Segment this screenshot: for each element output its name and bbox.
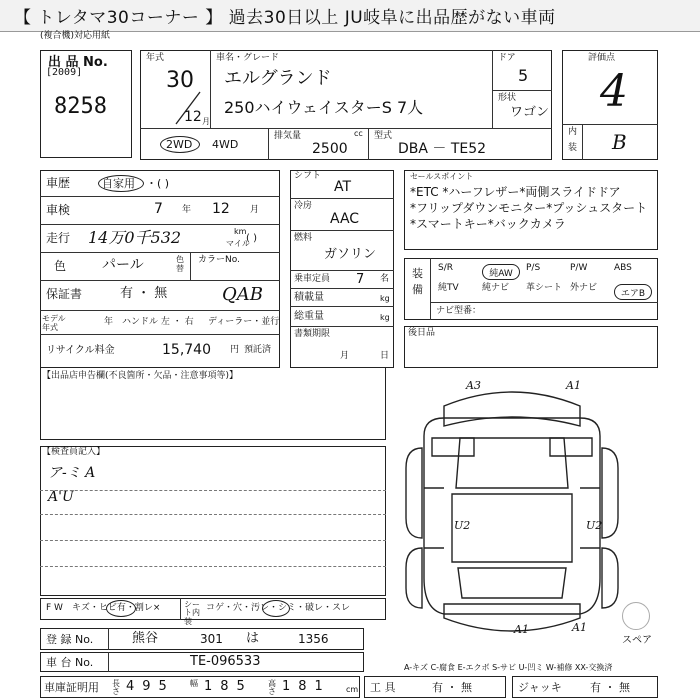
- fuel-value: ガソリン: [324, 247, 377, 262]
- color-change-label: 色替: [176, 255, 184, 273]
- year-month: 12: [184, 109, 202, 125]
- drive-4wd: 4WD: [212, 138, 239, 151]
- dealer-import: ディーラー・並行: [208, 317, 280, 327]
- damage-u2-left: U2: [454, 519, 471, 532]
- equipment-label-2: 備: [412, 283, 423, 296]
- warranty-label: 保証書: [46, 287, 83, 301]
- notes-label: 後日品: [408, 328, 436, 338]
- capacity-label: 乗車定員: [294, 274, 331, 284]
- size-unit: cm: [346, 685, 359, 694]
- mileage-paren: ( ): [246, 233, 257, 244]
- equipment-r1-3: P/W: [570, 263, 588, 273]
- inspection-year-unit: 年: [182, 205, 192, 215]
- year-value: 30: [166, 68, 194, 93]
- doors-value: 5: [518, 66, 529, 85]
- fuel-label: 燃料: [294, 233, 313, 243]
- ac-value: AAC: [330, 211, 360, 227]
- fw-items: キズ・ヒビ有・割レ×: [72, 603, 161, 613]
- sales-line-3: *スマートキー*バックカメラ: [410, 217, 566, 231]
- size-label: 車庫証明用: [44, 681, 99, 694]
- recycle-label: リサイクル料金: [46, 345, 115, 356]
- damage-a3: A3: [466, 379, 481, 392]
- gross-unit: kg: [380, 313, 390, 322]
- year-label: 年式: [146, 53, 165, 63]
- inspector-line-1: ア-ミ A: [48, 465, 96, 481]
- length-label: 長さ: [112, 679, 120, 696]
- registration-class: 301: [200, 632, 223, 646]
- color-value: パール: [102, 257, 144, 273]
- damage-legend: A-キズ C-腐食 E-エクボ S-サビ U-凹ミ W-補修 XX-交換済: [404, 663, 613, 672]
- recycle-value: 15,740: [162, 342, 211, 358]
- spare-tire-icon: [622, 602, 650, 630]
- declaration-label: 【出品店申告欄(不良箇所・欠品・注意事項等)】: [42, 371, 239, 381]
- damage-a1-rear: A1: [514, 623, 529, 636]
- model-grade: 250ハイウェイスターS 7人: [224, 98, 424, 117]
- inspector-label: 【検査員記入】: [42, 447, 106, 457]
- width-value: 185: [204, 679, 253, 694]
- displacement-label: 排気量: [274, 131, 302, 141]
- equipment-r1-4: ABS: [614, 263, 632, 273]
- tools-label: 工 具: [370, 681, 396, 694]
- chassis-value: TE-096533: [190, 654, 261, 669]
- capacity-unit: 名: [380, 274, 390, 284]
- mileage-value: 14万0千532: [88, 228, 182, 247]
- seat-items: コゲ・穴・汚レ・シミ・破レ・スレ: [206, 603, 351, 613]
- height-label: 高さ: [268, 679, 276, 696]
- shift-value: AT: [334, 179, 352, 195]
- equipment-r2-3: 外ナビ: [570, 283, 598, 293]
- interior-label-1: 内: [568, 127, 578, 137]
- damage-a1-front: A1: [566, 379, 581, 392]
- equipment-r1-1: 純AW: [482, 264, 520, 280]
- score-label: 評価点: [588, 53, 616, 63]
- drive-2wd: 2WD: [166, 138, 193, 151]
- inspection-month: 12: [212, 201, 230, 217]
- displacement-value: 2500: [312, 141, 348, 157]
- registration-number: 1356: [298, 632, 329, 646]
- inspection-label: 車検: [46, 203, 71, 217]
- equipment-r2-4: エアB: [614, 284, 652, 300]
- history-punct: ・( ): [146, 177, 170, 190]
- equipment-r1-2: P/S: [526, 263, 541, 273]
- interior-label-2: 装: [568, 143, 578, 153]
- year-month-unit: 月: [202, 117, 210, 126]
- displacement-unit: cc: [354, 129, 363, 138]
- shape-value: ワゴン: [510, 105, 550, 120]
- seat-label: シート内装: [184, 600, 200, 626]
- notes-box: [404, 326, 658, 368]
- score-value: 4: [600, 66, 628, 117]
- car-diagram: [404, 378, 620, 648]
- history-label: 車歴: [46, 176, 71, 190]
- recycle-unit: 円: [230, 345, 240, 355]
- equipment-r2-0: 純TV: [438, 283, 459, 293]
- mileage-label: 走行: [46, 231, 71, 245]
- interior-grade: B: [612, 130, 627, 154]
- type-label: 型式: [374, 131, 393, 141]
- model-label: 車名・グレード: [216, 53, 280, 63]
- tools-value: 有 ・ 無: [432, 681, 472, 694]
- lot-label: 出 品 No.: [48, 55, 108, 70]
- sales-label: セールスポイント: [410, 172, 474, 181]
- history-value: 自家用: [102, 177, 135, 190]
- capacity-value: 7: [356, 272, 365, 287]
- mileage-unit-km: km: [234, 227, 247, 236]
- sales-line-1: *ETC *ハーフレザー*両側スライドドア: [410, 185, 621, 199]
- color-code: QAB: [222, 284, 263, 305]
- fw-label: F W: [46, 603, 63, 613]
- equipment-r2-2: 革シート: [526, 283, 563, 293]
- handle-side: ハンドル 左 ・ 右: [122, 317, 194, 327]
- damage-a1-rear-right: A1: [572, 621, 587, 634]
- inspection-year: 7: [154, 201, 163, 217]
- banner-text: 【 トレタマ30コーナー 】 過去30日以上 JU岐阜に出品歴がない車両: [14, 8, 556, 28]
- length-value: 495: [126, 679, 175, 694]
- ac-label: 冷房: [294, 201, 313, 211]
- lot-year: [2009]: [46, 67, 83, 78]
- damage-u2-right: U2: [586, 519, 603, 532]
- shape-label: 形状: [498, 93, 517, 103]
- height-value: 181: [282, 679, 331, 694]
- auction-sheet: [0, 32, 700, 700]
- docs-label: 書類期限: [294, 329, 331, 339]
- jack-label: ジャッキ: [518, 681, 562, 694]
- sales-line-2: *フリップダウンモニター*プッシュスタート: [410, 201, 648, 215]
- registration-area: 熊谷: [132, 631, 159, 646]
- recycle-note: 預託済: [244, 345, 272, 355]
- load-unit: kg: [380, 294, 390, 303]
- chassis-label: 車 台 No.: [46, 656, 94, 669]
- docs-day-unit: 日: [380, 351, 390, 361]
- equipment-label-1: 装: [412, 267, 423, 280]
- model-year-unit: 年: [104, 317, 114, 327]
- registration-label: 登 録 No.: [46, 633, 94, 646]
- model-name: エルグランド: [224, 68, 332, 89]
- jack-value: 有 ・ 無: [590, 681, 630, 694]
- load-label: 積載量: [294, 292, 324, 303]
- spare-label: スペア: [622, 635, 652, 646]
- registration-kana: は: [246, 631, 260, 646]
- equipment-r2-1: 純ナビ: [482, 283, 510, 293]
- docs-month-unit: 月: [340, 351, 350, 361]
- doors-label: ドア: [498, 53, 516, 63]
- warranty-value: 有 ・ 無: [120, 286, 168, 301]
- lot-number: 8258: [54, 94, 107, 119]
- color-label: 色: [54, 259, 67, 273]
- model-year-label: モデル年式: [42, 314, 66, 332]
- form-note: (複合機)対応用紙: [40, 31, 111, 41]
- color-code-label: カラーNo.: [198, 255, 240, 265]
- type-value: DBA － TE52: [398, 141, 487, 157]
- inspector-line-2: A'U: [48, 489, 74, 505]
- details-box: [40, 170, 280, 368]
- navi-model-label: ナビ型番：: [436, 306, 482, 316]
- width-label: 幅: [190, 679, 198, 688]
- shift-label: シフト: [294, 171, 322, 181]
- inspection-month-unit: 月: [250, 205, 260, 215]
- gross-label: 総重量: [294, 311, 324, 322]
- header-banner: [0, 0, 700, 32]
- mileage-unit-mile: マイル: [226, 239, 250, 248]
- equipment-r1-0: S/R: [438, 263, 453, 273]
